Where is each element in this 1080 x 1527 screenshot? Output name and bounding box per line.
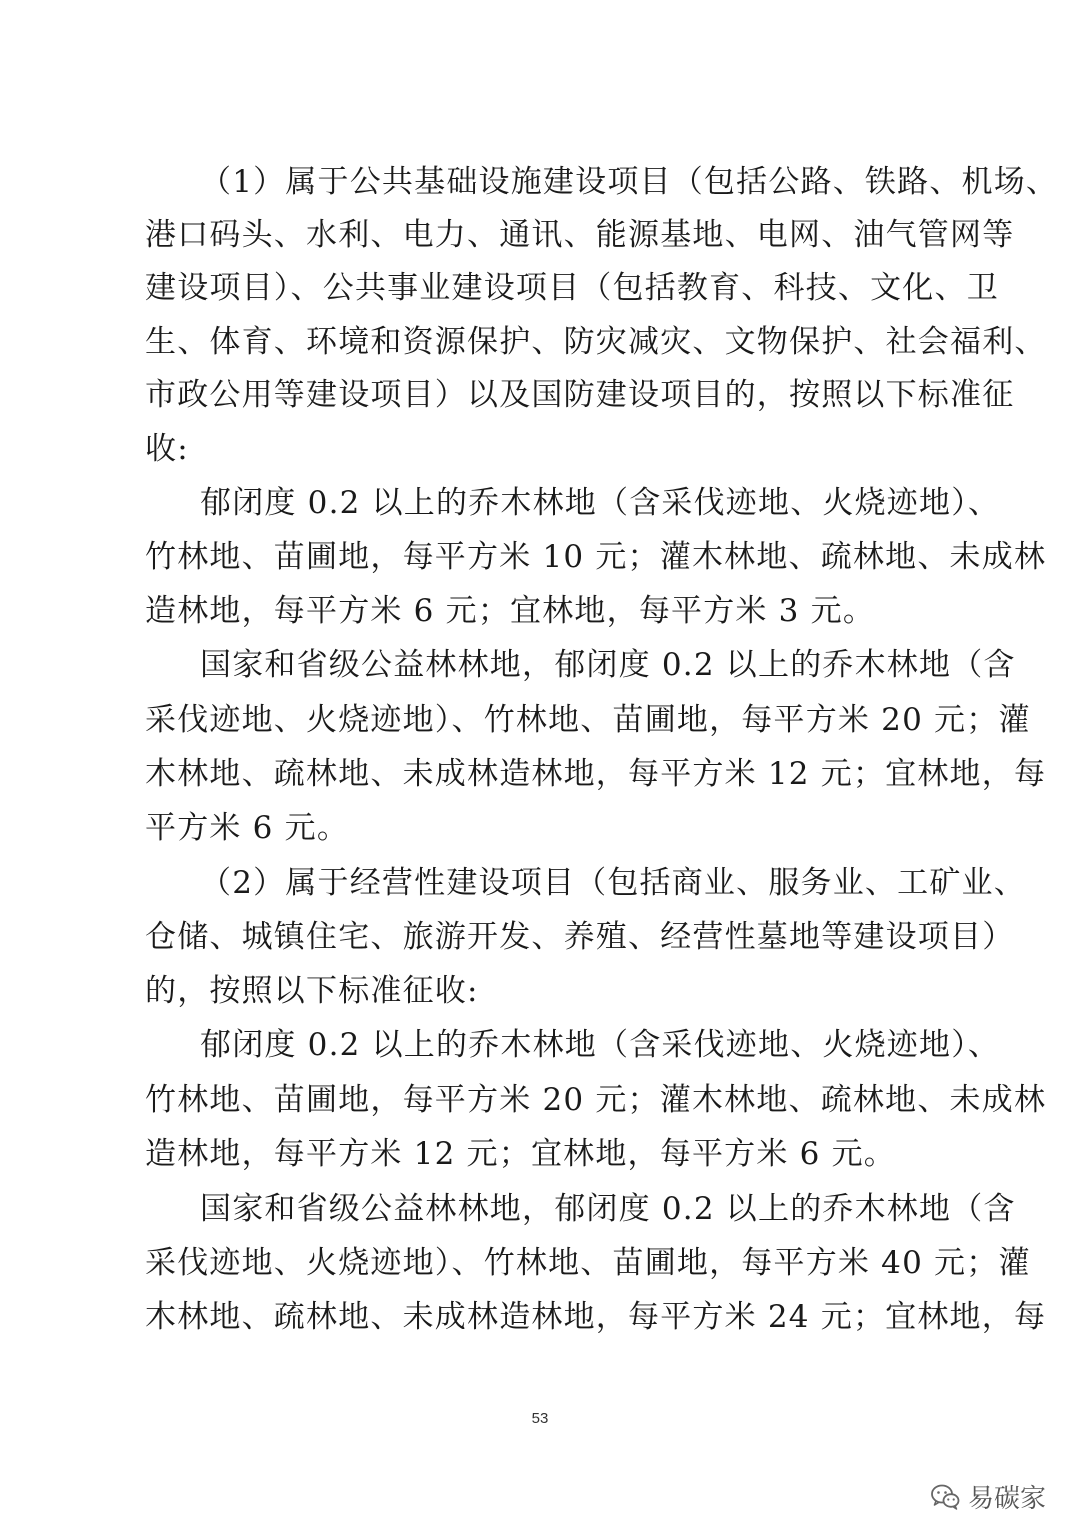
text-line-15: 仓储、城镇住宅、旅游开发、养殖、经营性墓地等建设项目）: [145, 919, 1015, 955]
text-line-19: 造林地，每平方米 12 元；宜林地，每平方米 6 元。: [145, 1136, 896, 1172]
text-line-1: （1）属于公共基础设施建设项目（包括公路、铁路、机场、: [200, 164, 1059, 200]
text-line-22: 木林地、疏林地、未成林造林地，每平方米 24 元；宜林地，每: [145, 1299, 1047, 1335]
text-line-2: 港口码头、水利、电力、通讯、能源基地、电网、油气管网等: [145, 217, 1015, 253]
text-line-9: 造林地，每平方米 6 元；宜林地，每平方米 3 元。: [145, 593, 876, 629]
text-line-16: 的，按照以下标准征收:: [145, 973, 479, 1009]
page-number: 53: [531, 1410, 549, 1427]
text-line-17: 郁闭度 0.2 以上的乔木林地（含采伐迹地、火烧迹地）、: [200, 1027, 1001, 1063]
text-line-10: 国家和省级公益林林地，郁闭度 0.2 以上的乔木林地（含: [200, 647, 1016, 683]
text-line-12: 木林地、疏林地、未成林造林地，每平方米 12 元；宜林地，每: [145, 756, 1047, 792]
text-line-13: 平方米 6 元。: [145, 810, 350, 846]
text-line-8: 竹林地、苗圃地，每平方米 10 元；灌木林地、疏林地、未成林: [145, 539, 1047, 575]
text-line-14: （2）属于经营性建设项目（包括商业、服务业、工矿业、: [200, 865, 1026, 901]
text-line-5: 市政公用等建设项目）以及国防建设项目的，按照以下标准征: [145, 377, 1015, 413]
text-line-4: 生、体育、环境和资源保护、防灾减灾、文物保护、社会福利、: [145, 324, 1047, 360]
watermark: [930, 1478, 1046, 1515]
text-line-21: 采伐迹地、火烧迹地）、竹林地、苗圃地，每平方米 40 元；灌: [145, 1245, 1031, 1281]
text-line-18: 竹林地、苗圃地，每平方米 20 元；灌木林地、疏林地、未成林: [145, 1082, 1047, 1118]
text-line-6: 收:: [145, 431, 189, 467]
text-line-11: 采伐迹地、火烧迹地）、竹林地、苗圃地，每平方米 20 元；灌: [145, 702, 1031, 738]
watermark-text: 易碳家: [967, 1484, 1046, 1514]
text-line-20: 国家和省级公益林林地，郁闭度 0.2 以上的乔木林地（含: [200, 1191, 1016, 1227]
text-line-3: 建设项目）、公共事业建设项目（包括教育、科技、文化、卫: [145, 270, 999, 306]
text-line-7: 郁闭度 0.2 以上的乔木林地（含采伐迹地、火烧迹地）、: [200, 485, 1001, 521]
wechat-icon: [930, 1483, 960, 1511]
